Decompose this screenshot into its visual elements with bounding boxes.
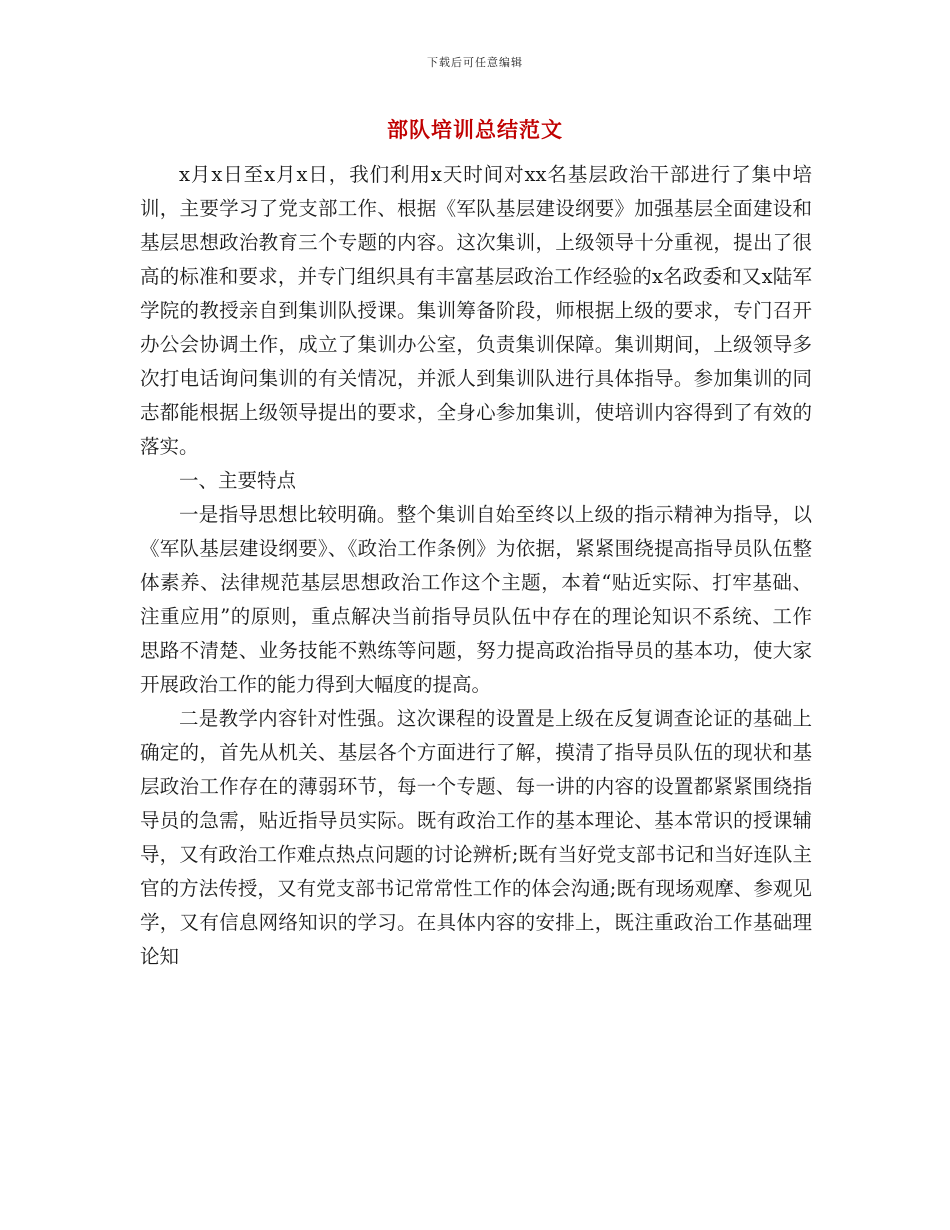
document-title: 部队培训总结范文 (387, 118, 563, 142)
paragraph-teaching-content: 二是教学内容针对性强。这次课程的设置是上级在反复调查论证的基础上确定的，首先从机关、基层各个方面进行了解，摸清了指导员队伍的现状和基层政治工作存在的薄弱环节，每一个专题、每一讲的内容的设置都紧紧围绕指导员的急需，贴近指导员实际。既有政治工作的基本理论、基本常识的授课辅导，又有政治工作难点热点问题的讨论辨析;既有当好党支部书记和当好连队主官的方法传授，又有党支部书记常常性工作的体会沟通;既有现场观摩、参观见学，又有信息网络知识的学习。在具体内容的安排上，既注重政治工作基础理论知 (140, 707, 812, 968)
section-heading-main-features: 一、主要特点 (179, 469, 297, 492)
paragraph-intro: x月x日至x月x日，我们利用x天时间对xx名基层政治干部进行了集中培训，主要学习了党支部工作、根据《军队基层建设纲要》加强基层全面建设和基层思想政治教育三个专题的内容。这次集训，上级领导十分重视，提出了很高的标准和要求，并专门组织具有丰富基层政治工作经验的x名政委和又x陆军学院的教授亲自到集训队授课。集训筹备阶段，师根据上级的要求，专门召开办公会协调土作，成立了集训办公室，负责集训保障。集训期间，上级领导多次打电话询问集训的有关情况，并派人到集训队进行具体指导。参加集训的同志都能根据上级领导提出的要求，全身心参加集训，使培训内容得到了有效的落实。 (140, 163, 812, 458)
header-note: 下载后可任意编辑 (427, 56, 523, 69)
document-body (140, 158, 812, 974)
paragraph-guiding-thought: 一是指导思想比较明确。整个集训自始至终以上级的指示精神为指导，以《军队基层建设纲要》、《政治工作条例》为依据，紧紧围绕提高指导员队伍整体素养、法律规范基层思想政治工作这个主题，本着“贴近实际、打牢基础、注重应用”的原则，重点解决当前指导员队伍中存在的理论知识不系统、工作思路不清楚、业务技能不熟练等问题，努力提高政治指导员的基本功，使大家开展政治工作的能力得到大幅度的提高。 (140, 503, 812, 696)
